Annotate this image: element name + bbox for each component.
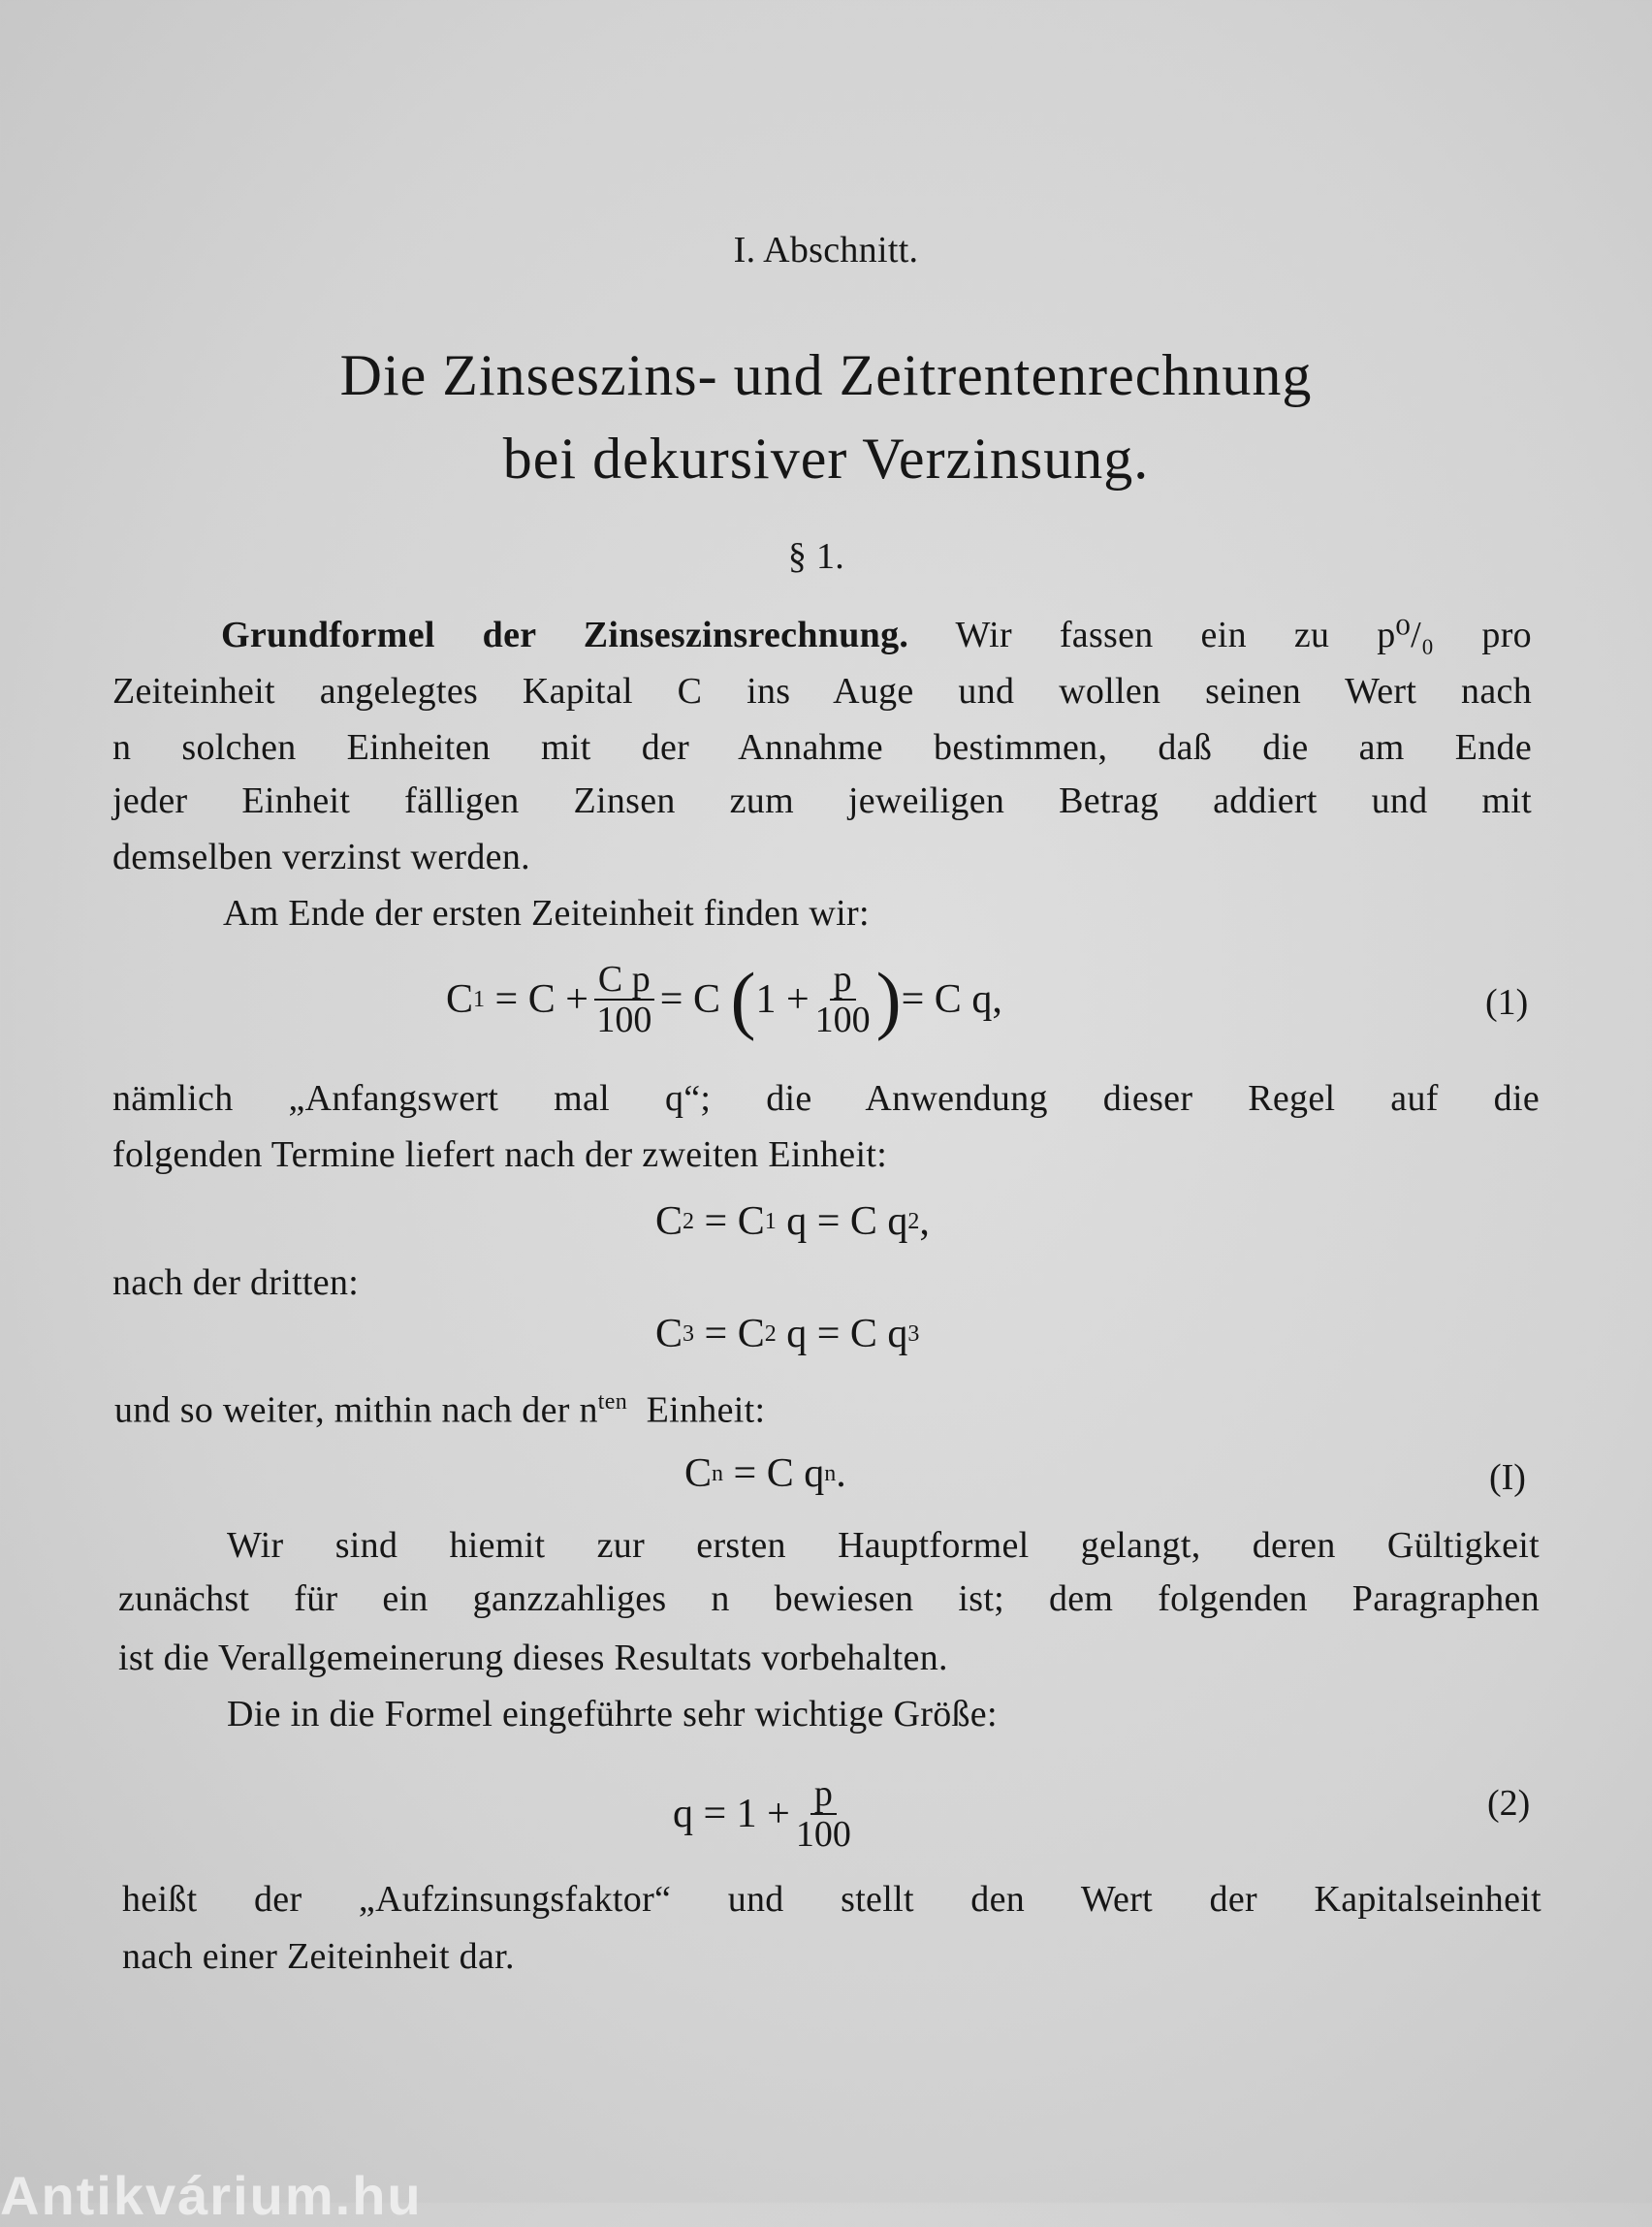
- eq-term: C: [655, 1312, 683, 1356]
- equation-2: [673, 1774, 857, 1854]
- equation-1: C 1 = C + $\frac{\text{C p}}{100}$ = C ( 1 + $\frac{p}{100}$ ) = C q,: [446, 957, 1002, 1041]
- eq-term: .: [836, 1451, 846, 1496]
- text-line: Am Ende der ersten Zeiteinheit finden wir:: [223, 893, 870, 934]
- text-line: n solchen Einheiten mit der Annahme bestimmen, daß die am Ende: [112, 727, 1532, 768]
- eq-term: = C: [704, 1199, 765, 1244]
- text-line: nach der dritten:: [112, 1262, 360, 1303]
- eq-term: C: [684, 1451, 713, 1496]
- numerator: C p: [594, 960, 654, 1001]
- denominator: 100: [795, 1814, 851, 1855]
- eq-term: = C q: [733, 1451, 825, 1496]
- eq-term: = C: [659, 977, 720, 1022]
- eq-term: C: [655, 1199, 683, 1244]
- fraction: [815, 960, 871, 1039]
- eq-sub: 2: [764, 1320, 777, 1347]
- paragraph-heading: Grundformel der Zinseszinsrechnung.: [221, 615, 909, 655]
- text-line: zunächst für ein ganzzahliges n bewiesen ist; dem folgenden Paragraphen: [118, 1578, 1540, 1619]
- equation-number: (2): [1487, 1783, 1531, 1824]
- eq-term: 1 +: [755, 977, 810, 1022]
- text-line: demselben verzinst werden.: [112, 837, 530, 877]
- text-line: heißt der „Aufzinsungsfaktor“ und stellt den Wert der Kapitalseinheit: [122, 1879, 1541, 1920]
- eq-term: q = 1 +: [673, 1792, 790, 1836]
- watermark: Antikvárium.hu: [0, 2165, 423, 2226]
- eq-sub: n: [712, 1460, 724, 1486]
- eq-sub: 3: [683, 1320, 695, 1347]
- text-line: folgenden Termine liefert nach der zweiten Einheit:: [112, 1134, 888, 1175]
- text-line: nach einer Zeiteinheit dar.: [122, 1936, 515, 1977]
- eq-term: = C +: [494, 977, 588, 1022]
- equation-number: (I): [1489, 1457, 1526, 1498]
- text: Einheit:: [646, 1389, 766, 1431]
- paragraph-number: § 1.: [787, 536, 845, 577]
- eq-term: = C: [704, 1312, 765, 1356]
- text-line: Wir sind hiemit zur ersten Hauptformel gelangt, deren Gültigkeit: [227, 1525, 1540, 1566]
- paragraph-1-first-line: [221, 614, 1532, 656]
- eq-sup: 3: [907, 1320, 920, 1347]
- fraction: [594, 960, 654, 1039]
- eq-term: = C q,: [901, 977, 1002, 1022]
- text-line: Die in die Formel eingeführte sehr wichtige Größe:: [227, 1694, 998, 1734]
- section-heading: I. Abschnitt.: [733, 230, 919, 270]
- eq-sub: 2: [683, 1208, 695, 1234]
- eq-term: C: [446, 977, 474, 1022]
- text-line: ist die Verallgemeinerung dieses Resultats vorbehalten.: [118, 1638, 948, 1678]
- eq-sub: 1: [473, 986, 486, 1012]
- equation-number: (1): [1485, 982, 1529, 1023]
- fraction: [796, 1774, 851, 1854]
- equation-c3: [655, 1311, 919, 1357]
- eq-term: ,: [919, 1199, 930, 1244]
- denominator: 100: [596, 1000, 652, 1040]
- eq-sup: 2: [907, 1208, 920, 1234]
- text-line: Zeiteinheit angelegtes Kapital C ins Auge und wollen seinen Wert nach: [112, 671, 1532, 712]
- eq-term: q = C q: [786, 1199, 908, 1244]
- numerator: p: [810, 1774, 837, 1815]
- superscript: ten: [597, 1389, 628, 1415]
- eq-sub: 1: [764, 1208, 777, 1234]
- denominator: 100: [814, 1000, 871, 1040]
- equation-c2: [655, 1198, 930, 1245]
- equation-I: [684, 1450, 846, 1497]
- text-line: jeder Einheit fälligen Zinsen zum jeweiligen Betrag addiert und mit: [112, 780, 1532, 821]
- chapter-title-line-1: Die Zinseszins- und Zeitrentenrechnung: [339, 343, 1313, 407]
- text: Wir fassen ein zu p⁰/₀ pro: [955, 615, 1532, 655]
- eq-term: q = C q: [786, 1312, 908, 1356]
- numerator: p: [830, 960, 856, 1001]
- text: und so weiter, mithin nach der n: [114, 1389, 598, 1431]
- eq-sup: n: [824, 1460, 837, 1486]
- text-line: [114, 1381, 765, 1432]
- chapter-title-line-2: bei dekursiver Verzinsung.: [502, 427, 1150, 491]
- text-line: nämlich „Anfangswert mal q“; die Anwendung dieser Regel auf die: [112, 1078, 1540, 1119]
